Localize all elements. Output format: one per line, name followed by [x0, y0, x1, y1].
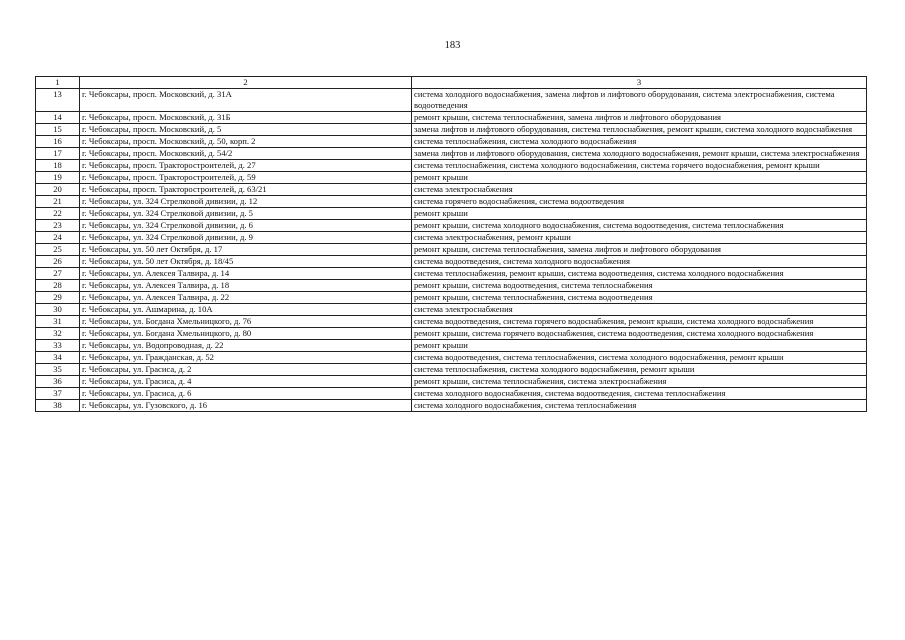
table-row: [36, 268, 867, 280]
row-address-cell: г. Чебоксары, ул. 50 лет Октября, д. 18/45: [80, 256, 412, 268]
row-works-cell: система водоотведения, система холодного водоснабжения: [412, 256, 867, 268]
table-row: [36, 376, 867, 388]
row-address-cell: г. Чебоксары, просп. Тракторостроителей, д. 27: [80, 160, 412, 172]
row-works-cell: ремонт крыши, система теплоснабжения, замена лифтов и лифтового оборудования: [412, 112, 867, 124]
row-works-cell: ремонт крыши, система горячего водоснабжения, система водоотведения, система холодного водоснабжения: [412, 328, 867, 340]
row-works-cell: ремонт крыши: [412, 208, 867, 220]
row-address-cell: г. Чебоксары, ул. Алексея Талвира, д. 14: [80, 268, 412, 280]
table-row: [36, 208, 867, 220]
row-number-cell: 36: [36, 376, 80, 388]
row-number-cell: 29: [36, 292, 80, 304]
row-number-cell: 17: [36, 148, 80, 160]
table-row: [36, 316, 867, 328]
table-row: [36, 232, 867, 244]
row-number-cell: 37: [36, 388, 80, 400]
row-number-cell: 18: [36, 160, 80, 172]
row-number-cell: 27: [36, 268, 80, 280]
row-number-cell: 16: [36, 136, 80, 148]
column-header-works: 3: [412, 77, 867, 89]
row-address-cell: г. Чебоксары, ул. Гузовского, д. 16: [80, 400, 412, 412]
table-row: [36, 388, 867, 400]
row-address-cell: г. Чебоксары, ул. 324 Стрелковой дивизии, д. 6: [80, 220, 412, 232]
row-address-cell: г. Чебоксары, ул. Алексея Талвира, д. 18: [80, 280, 412, 292]
row-number-cell: 15: [36, 124, 80, 136]
table-row: [36, 124, 867, 136]
table-row: [36, 352, 867, 364]
row-number-cell: 13: [36, 89, 80, 112]
row-address-cell: г. Чебоксары, просп. Московский, д. 31А: [80, 89, 412, 112]
row-number-cell: 20: [36, 184, 80, 196]
row-number-cell: 34: [36, 352, 80, 364]
row-works-cell: система электроснабжения: [412, 184, 867, 196]
row-number-cell: 38: [36, 400, 80, 412]
row-works-cell: ремонт крыши, система теплоснабжения, система водоотведения: [412, 292, 867, 304]
column-header-number: 1: [36, 77, 80, 89]
row-number-cell: 19: [36, 172, 80, 184]
row-works-cell: система теплоснабжения, система холодного водоснабжения, система горячего водоснабжения, ремонт крыши: [412, 160, 867, 172]
table-row: [36, 304, 867, 316]
row-address-cell: г. Чебоксары, ул. Ашмарина, д. 10А: [80, 304, 412, 316]
row-works-cell: ремонт крыши, система теплоснабжения, система электроснабжения: [412, 376, 867, 388]
table-row: [36, 364, 867, 376]
row-number-cell: 32: [36, 328, 80, 340]
table-row: [36, 340, 867, 352]
row-works-cell: ремонт крыши: [412, 172, 867, 184]
row-address-cell: г. Чебоксары, ул. 324 Стрелковой дивизии, д. 5: [80, 208, 412, 220]
row-number-cell: 25: [36, 244, 80, 256]
row-works-cell: система электроснабжения: [412, 304, 867, 316]
row-address-cell: г. Чебоксары, ул. 324 Стрелковой дивизии, д. 9: [80, 232, 412, 244]
table-row: [36, 220, 867, 232]
row-address-cell: г. Чебоксары, ул. Богдана Хмельницкого, д. 80: [80, 328, 412, 340]
row-number-cell: 26: [36, 256, 80, 268]
row-number-cell: 14: [36, 112, 80, 124]
table-row: [36, 136, 867, 148]
row-works-cell: система водоотведения, система горячего водоснабжения, ремонт крыши, система холодного водоснабжения: [412, 316, 867, 328]
row-number-cell: 31: [36, 316, 80, 328]
table-row: [36, 148, 867, 160]
table-body: [36, 89, 867, 412]
row-address-cell: г. Чебоксары, просп. Тракторостроителей, д. 59: [80, 172, 412, 184]
table-row: [36, 89, 867, 112]
row-works-cell: система горячего водоснабжения, система водоотведения: [412, 196, 867, 208]
row-works-cell: ремонт крыши, система водоотведения, система теплоснабжения: [412, 280, 867, 292]
row-address-cell: г. Чебоксары, ул. Алексея Талвира, д. 22: [80, 292, 412, 304]
row-address-cell: г. Чебоксары, ул. Гражданская, д. 52: [80, 352, 412, 364]
row-works-cell: ремонт крыши, система холодного водоснабжения, система водоотведения, система теплоснабжения: [412, 220, 867, 232]
column-header-address: 2: [80, 77, 412, 89]
table-row: [36, 292, 867, 304]
row-address-cell: г. Чебоксары, просп. Тракторостроителей, д. 63/21: [80, 184, 412, 196]
row-number-cell: 33: [36, 340, 80, 352]
table-row: [36, 196, 867, 208]
row-works-cell: ремонт крыши, система теплоснабжения, замена лифтов и лифтового оборудования: [412, 244, 867, 256]
row-works-cell: система теплоснабжения, система холодного водоснабжения, ремонт крыши: [412, 364, 867, 376]
row-works-cell: система холодного водоснабжения, система водоотведения, система теплоснабжения: [412, 388, 867, 400]
table-row: [36, 172, 867, 184]
row-number-cell: 35: [36, 364, 80, 376]
page-number: 183: [444, 40, 461, 51]
table-row: [36, 112, 867, 124]
row-number-cell: 30: [36, 304, 80, 316]
row-works-cell: система холодного водоснабжения, система теплоснабжения: [412, 400, 867, 412]
row-works-cell: замена лифтов и лифтового оборудования, система теплоснабжения, ремонт крыши, система холодного водоснабжения: [412, 124, 867, 136]
row-address-cell: г. Чебоксары, просп. Московский, д. 54/2: [80, 148, 412, 160]
table-row: [36, 160, 867, 172]
row-works-cell: замена лифтов и лифтового оборудования, система холодного водоснабжения, ремонт крыши, система электроснабжения: [412, 148, 867, 160]
row-number-cell: 23: [36, 220, 80, 232]
row-address-cell: г. Чебоксары, ул. 324 Стрелковой дивизии, д. 12: [80, 196, 412, 208]
table-row: [36, 280, 867, 292]
row-works-cell: ремонт крыши: [412, 340, 867, 352]
row-number-cell: 24: [36, 232, 80, 244]
row-number-cell: 21: [36, 196, 80, 208]
row-address-cell: г. Чебоксары, ул. Грасиса, д. 6: [80, 388, 412, 400]
row-works-cell: система теплоснабжения, система холодного водоснабжения: [412, 136, 867, 148]
row-works-cell: система теплоснабжения, ремонт крыши, система водоотведения, система холодного водоснабжения: [412, 268, 867, 280]
table-row: [36, 244, 867, 256]
row-address-cell: г. Чебоксары, ул. 50 лет Октября, д. 17: [80, 244, 412, 256]
row-address-cell: г. Чебоксары, просп. Московский, д. 5: [80, 124, 412, 136]
row-number-cell: 28: [36, 280, 80, 292]
row-address-cell: г. Чебоксары, ул. Водопроводная, д. 22: [80, 340, 412, 352]
row-address-cell: г. Чебоксары, ул. Грасиса, д. 4: [80, 376, 412, 388]
row-works-cell: система водоотведения, система теплоснабжения, система холодного водоснабжения, ремонт крыши: [412, 352, 867, 364]
table-row: [36, 184, 867, 196]
table-row: [36, 256, 867, 268]
row-address-cell: г. Чебоксары, просп. Московский, д. 50, корп. 2: [80, 136, 412, 148]
row-number-cell: 22: [36, 208, 80, 220]
table-row: [36, 400, 867, 412]
row-address-cell: г. Чебоксары, ул. Богдана Хмельницкого, д. 76: [80, 316, 412, 328]
row-address-cell: г. Чебоксары, просп. Московский, д. 31Б: [80, 112, 412, 124]
table-header-row: [36, 77, 867, 89]
table-row: [36, 328, 867, 340]
row-works-cell: система холодного водоснабжения, замена лифтов и лифтового оборудования, система электроснабжения, система водоотведения: [412, 89, 867, 112]
row-address-cell: г. Чебоксары, ул. Грасиса, д. 2: [80, 364, 412, 376]
building-repair-table: [35, 76, 867, 412]
row-works-cell: система электроснабжения, ремонт крыши: [412, 232, 867, 244]
